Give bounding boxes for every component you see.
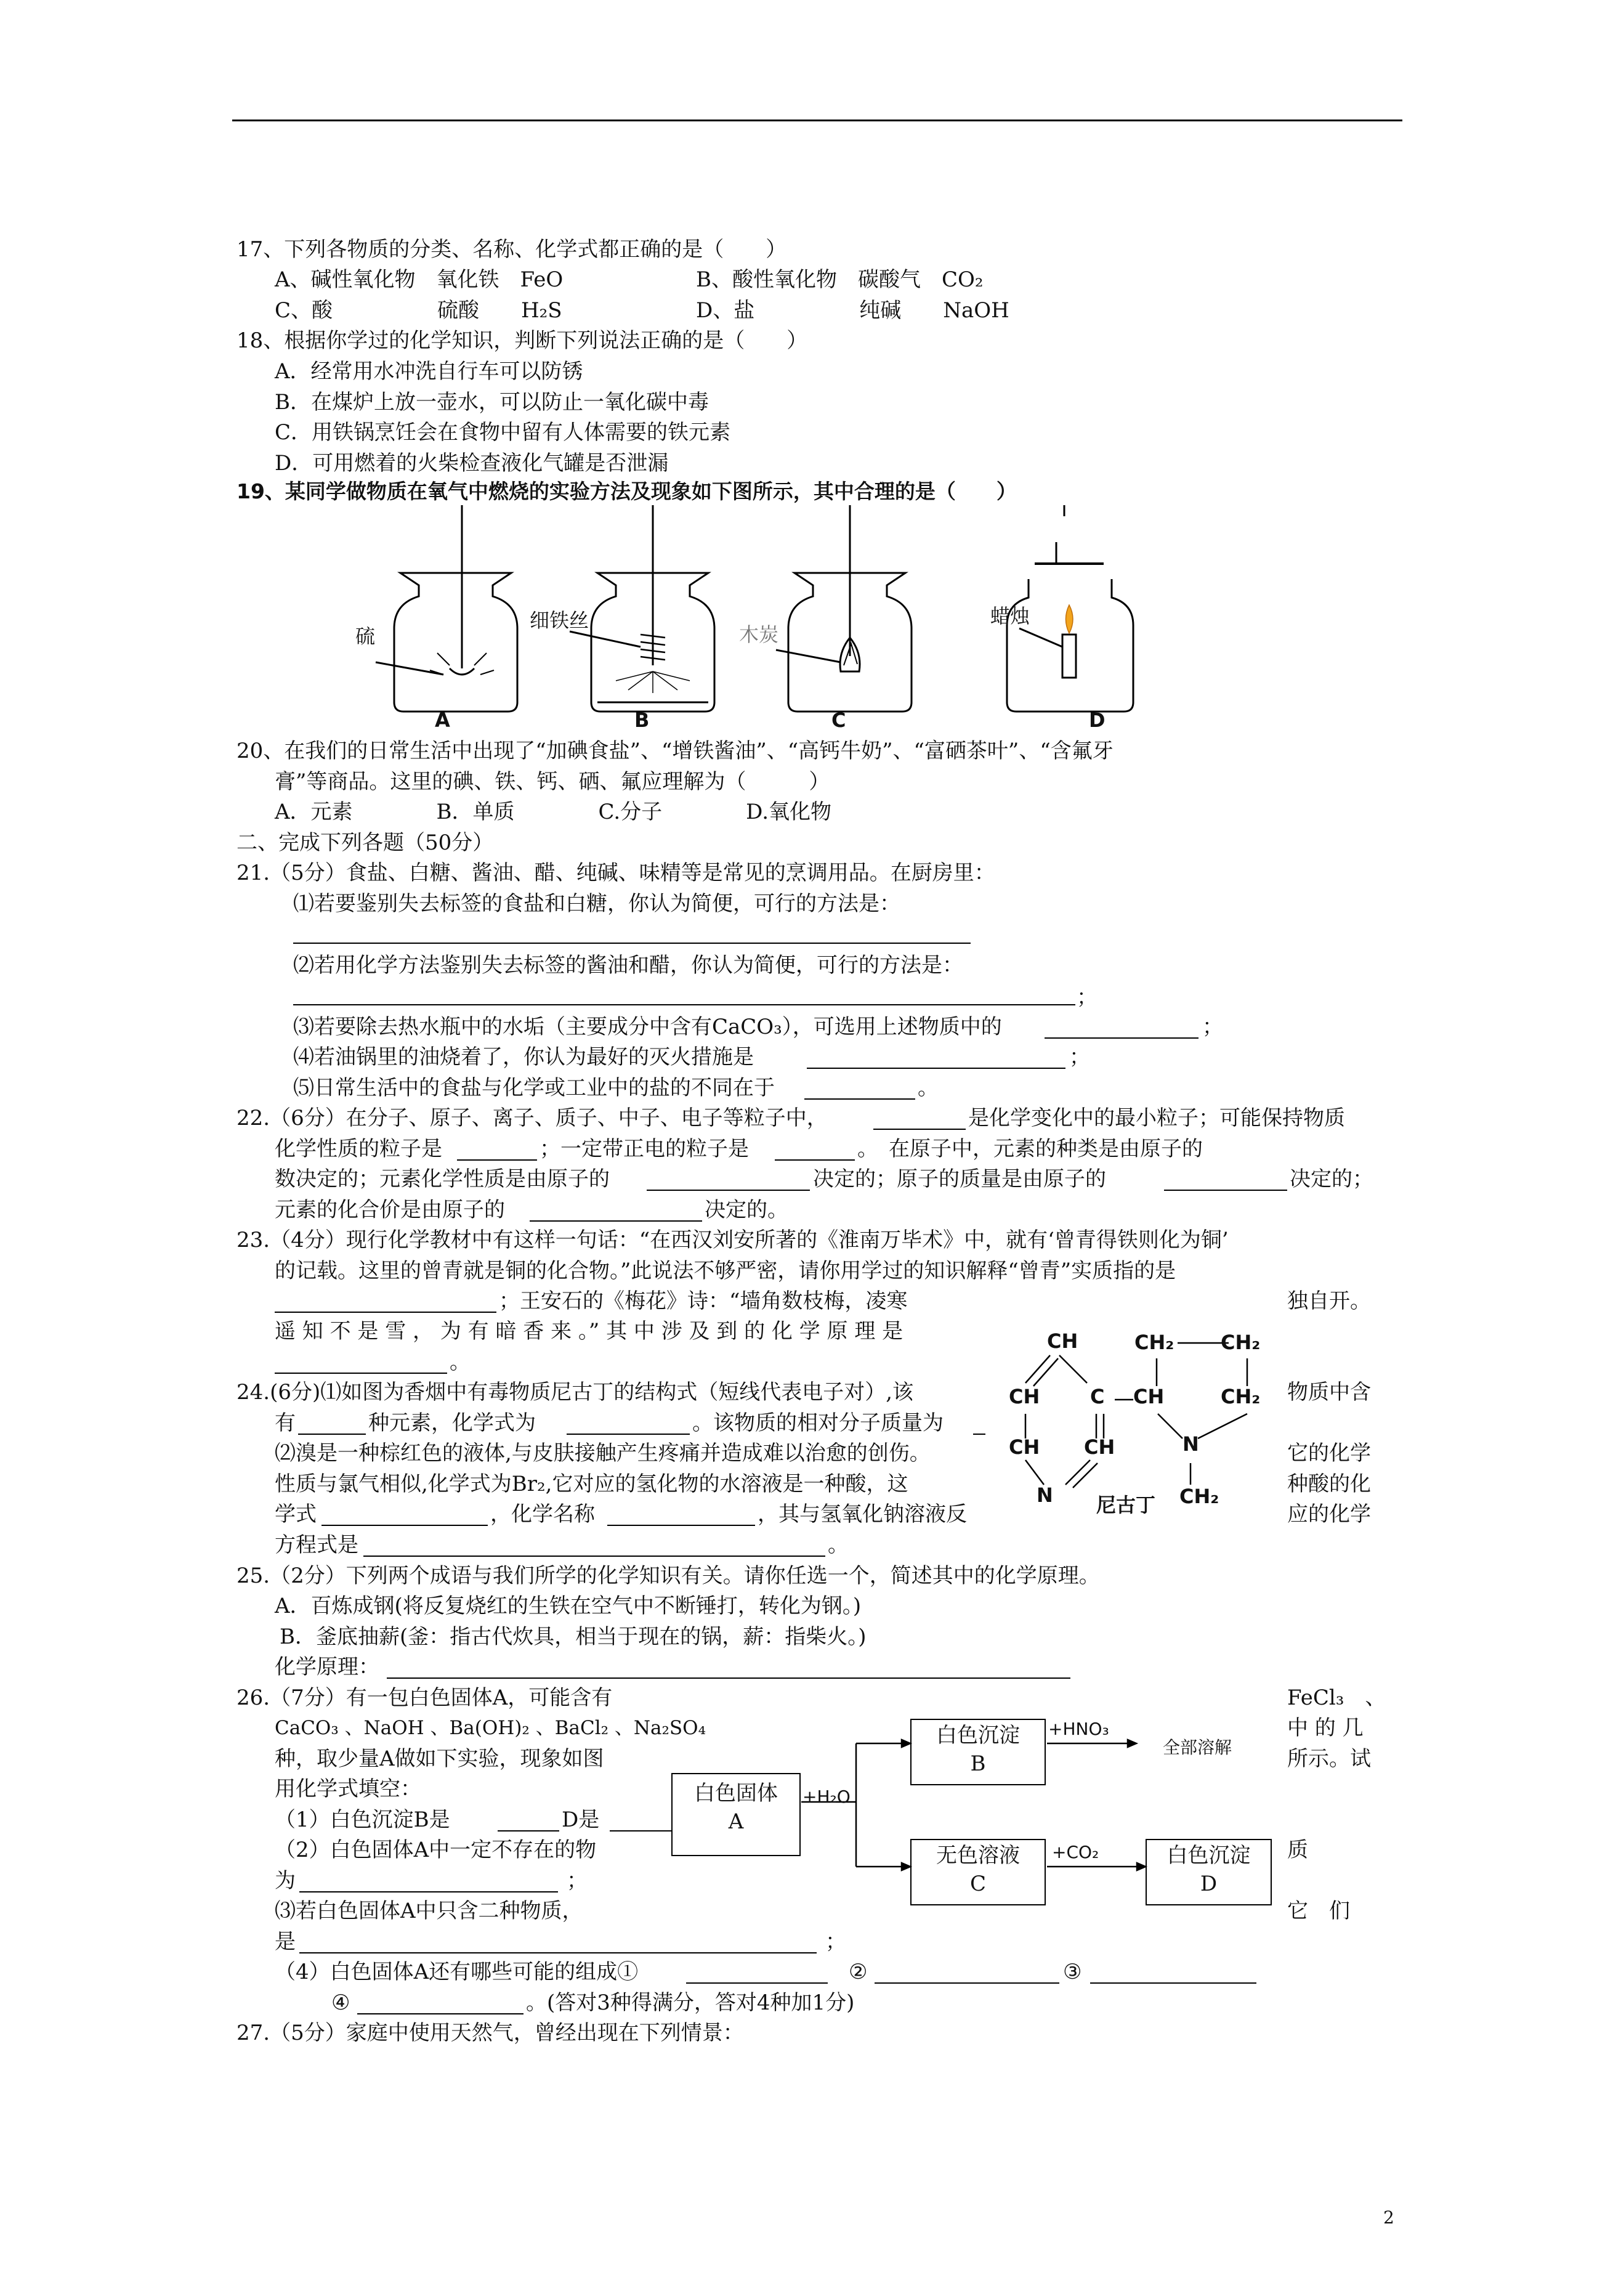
q21-period: 。	[918, 1076, 939, 1100]
q24-blank-acid-name[interactable]	[607, 1525, 755, 1526]
jar-c-charcoal	[776, 505, 912, 712]
q25-option-a: A．百炼成钢(将反复烧红的生铁在空气中不断锤打，转化为钢。)	[275, 1594, 862, 1618]
q26-line2a: CaCO₃ 、NaOH 、Ba(OH)₂ 、BaCl₂ 、Na₂SO₄	[275, 1717, 706, 1739]
q21-stem: 21.（5分）食盐、白糖、酱油、醋、纯碱、味精等是常见的烹调用品。在厨房里：	[236, 861, 995, 885]
mol-ch-left: CH	[1009, 1385, 1040, 1408]
q22-line3c: 决定的；	[1290, 1167, 1373, 1191]
mol-n-pyridine: N	[1037, 1483, 1053, 1507]
q22-line2c: 。 在原子中，元素的种类是由原子的	[857, 1137, 1203, 1161]
jar-letter-d: D	[1089, 708, 1106, 732]
jar-a-sulfur	[376, 505, 517, 712]
jar-letter-a: A	[435, 708, 450, 732]
q26-q1a: （1）白色沉淀B是	[275, 1807, 450, 1832]
mol-ch2-a: CH₂	[1134, 1331, 1174, 1354]
label-candle: 蜡烛	[990, 604, 1030, 628]
q20-options: A．元素 B．单质 C.分子 D.氧化物	[275, 800, 832, 824]
q23-line3a: ；王安石的《梅花》诗：“墙角数枝梅，凌寒	[499, 1289, 908, 1313]
jar-letter-c: C	[831, 708, 846, 732]
q21-semicolon-4: ；	[1069, 1045, 1090, 1069]
q24-blank-equation[interactable]	[363, 1556, 825, 1557]
q24-line3a: ⑵溴是一种棕红色的液体,与皮肤接触产生疼痛并造成难以治愈的创伤。	[275, 1441, 931, 1466]
box-white-precipitate-b: 白色沉淀 B	[910, 1719, 1046, 1785]
q25-stem: 25.（2分）下列两个成语与我们所学的化学知识有关。请你任选一个，简述其中的化学原理。	[236, 1564, 1100, 1588]
q24-line3b: 它的化学	[1287, 1441, 1371, 1466]
q23-line5: 。	[450, 1350, 471, 1374]
q18-option-b: B．在煤炉上放一壶水，可以防止一氧化碳中毒	[275, 390, 709, 415]
mol-ch-bottom: CH	[1084, 1435, 1115, 1459]
q20-line1: 20、在我们的日常生活中出现了“加碘食盐”、“增铁酱油”、“高钙牛奶”、“富硒茶叶”、“含氟牙	[236, 739, 1114, 763]
q21-part5: ⑸日常生活中的食盐与化学或工业中的盐的不同在于	[293, 1076, 775, 1100]
q26-q3d: ；	[825, 1929, 846, 1954]
q21-answer-line-5[interactable]	[804, 1098, 915, 1100]
jar-letter-b: B	[634, 708, 650, 732]
q23-line4: 遥 知 不 是 雪 ， 为 有 暗 香 来 。” 其 中 涉 及 到 的 化 学 原 理 是	[275, 1319, 903, 1344]
q22-blank-6[interactable]	[530, 1220, 702, 1222]
q24-line2a: 有	[275, 1411, 296, 1435]
q25-answer-line[interactable]	[387, 1677, 1070, 1679]
q21-semicolon: ；	[1077, 985, 1098, 1010]
q24-line5d: 应的化学	[1287, 1502, 1371, 1527]
q24-line5b: ，化学名称	[490, 1502, 595, 1527]
q26-blank-comp-4[interactable]	[357, 2013, 523, 2014]
q21-answer-line-3[interactable]	[1045, 1037, 1199, 1039]
q24-line2c: 。该物质的相对分子质量为	[692, 1411, 944, 1435]
q23-blank-2[interactable]	[275, 1373, 447, 1374]
q27-stem: 27.（5分）家庭中使用天然气，曾经出现在下列情景：	[236, 2021, 744, 2045]
q26-q3c: 是	[275, 1929, 296, 1954]
q26-line2b: 中 的 几	[1287, 1716, 1364, 1740]
label-charcoal: 木炭	[739, 623, 779, 646]
label-plus-h2o: +H₂O	[802, 1787, 851, 1807]
q26-line4a: 用化学式填空：	[275, 1777, 421, 1801]
q17-option-a: A、碱性氧化物 氧化铁 FeO	[275, 267, 564, 292]
q18-stem: 18、根据你学过的化学知识，判断下列说法正确的是（ ）	[236, 328, 808, 353]
q21-answer-line-4[interactable]	[807, 1068, 1065, 1069]
label-plus-hno3: +HNO₃	[1048, 1719, 1109, 1739]
q17-option-b: B、酸性氧化物 碳酸气 CO₂	[696, 267, 984, 292]
q24-blank-elements[interactable]	[298, 1434, 366, 1435]
q26-blank-comp-1[interactable]	[686, 1982, 828, 1984]
jar-b-iron-wire	[570, 505, 714, 712]
q18-option-a: A．经常用水冲洗自行车可以防锈	[275, 359, 583, 384]
label-plus-co2: +CO₂	[1052, 1842, 1099, 1862]
mol-n-pyrrolidine: N	[1182, 1432, 1199, 1456]
q22-blank-5[interactable]	[1164, 1190, 1287, 1191]
q22-line4a: 元素的化合价是由原子的	[275, 1198, 505, 1222]
q26-q4d: ④	[331, 1990, 350, 2015]
q19-stem: 19、某同学做物质在氧气中燃烧的实验方法及现象如下图所示，其中合理的是（ ）	[236, 479, 1017, 503]
q17-stem: 17、下列各物质的分类、名称、化学式都正确的是（ ）	[236, 237, 787, 262]
q17-option-d: D、盐 纯碱 NaOH	[696, 298, 1009, 323]
q18-option-d: D．可用燃着的火柴检查液化气罐是否泄漏	[275, 451, 669, 476]
header-rule	[232, 120, 1402, 121]
q24-line5c: ，其与氢氧化钠溶液反	[758, 1502, 967, 1527]
section-2-heading: 二、完成下列各题（50分）	[236, 830, 494, 855]
q22-line3a: 数决定的；元素化学性质是由原子的	[275, 1167, 610, 1191]
mol-c: C	[1090, 1385, 1105, 1408]
q24-line1a: 24.(6分)⑴如图为香烟中有毒物质尼古丁的结构式（短线代表电子对）,该	[236, 1380, 914, 1405]
box-colorless-solution-c: 无色溶液 C	[910, 1839, 1046, 1905]
q23-line1: 23.（4分）现行化学教材中有这样一句话：“在西汉刘安所著的《淮南万毕术》中，就有‘曾青得铁则化为铜’	[236, 1228, 1229, 1252]
q25-option-b: B．釜底抽薪(釜：指古代炊具，相当于现在的锅，薪：指柴火。)	[280, 1625, 867, 1649]
q22-blank-4[interactable]	[647, 1190, 810, 1191]
q24-blank-acid-formula[interactable]	[321, 1525, 488, 1526]
q26-blank-d[interactable]	[610, 1830, 671, 1832]
q21-part2: ⑵若用化学方法鉴别失去标签的酱油和醋，你认为简便，可行的方法是：	[293, 953, 963, 978]
mol-ch-bottom-left: CH	[1009, 1435, 1040, 1459]
q26-q1b: D是	[562, 1807, 600, 1832]
label-sulfur: 硫	[355, 625, 376, 648]
q22-line4b: 决定的。	[705, 1198, 788, 1222]
mol-ch-ring: CH	[1133, 1385, 1165, 1408]
mol-ch3: CH₂	[1179, 1485, 1219, 1508]
q26-line1b: FeCl₃ 、	[1287, 1685, 1386, 1710]
q26-blank-comp-2[interactable]	[875, 1982, 1059, 1984]
label-iron-wire: 细铁丝	[530, 609, 589, 632]
q21-part3: ⑶若要除去热水瓶中的水垢（主要成分中含有CaCO₃），可选用上述物质中的	[293, 1015, 1002, 1039]
q26-blank-comp-3[interactable]	[1090, 1982, 1256, 1984]
mol-ch2-c: CH₂	[1221, 1385, 1261, 1408]
q20-line2: 膏”等商品。这里的碘、铁、钙、硒、氟应理解为（ ）	[275, 769, 830, 794]
q23-blank-1[interactable]	[275, 1312, 496, 1313]
q24-line6a: 方程式是	[275, 1533, 358, 1557]
q26-q3b: 它 们	[1287, 1899, 1350, 1923]
mol-ch-top: CH	[1047, 1329, 1078, 1353]
page-number: 2	[1383, 2207, 1394, 2228]
q22-line1a: 22.（6分）在分子、原子、离子、质子、中子、电子等粒子中，	[236, 1106, 828, 1130]
q26-q2b: 质	[1287, 1838, 1308, 1862]
q24-blank-formula[interactable]	[567, 1434, 690, 1435]
q21-part4: ⑷若油锅里的油烧着了，你认为最好的灭火措施是	[293, 1045, 754, 1069]
label-all-dissolved: 全部溶解	[1163, 1737, 1232, 1758]
q22-line2a: 化学性质的粒子是	[275, 1137, 442, 1161]
q21-part1: ⑴若要鉴别失去标签的食盐和白糖，你认为简便，可行的方法是：	[293, 891, 900, 916]
q26-q2c: 为	[275, 1868, 296, 1893]
q21-semicolon-3: ；	[1202, 1015, 1223, 1039]
q22-line3b: 决定的；原子的质量是由原子的	[813, 1167, 1106, 1191]
q26-q4e: 。(答对3种得满分，答对4种加1分)	[526, 1990, 855, 2015]
box-white-solid-a: 白色固体 A	[671, 1773, 801, 1856]
q26-blank-absent[interactable]	[299, 1891, 558, 1892]
q22-blank-3[interactable]	[775, 1159, 855, 1161]
q26-q4b: ②	[849, 1960, 868, 1984]
q26-q3: ⑶若白色固体A中只含二种物质，	[275, 1899, 583, 1923]
q17-option-c: C、酸 硫酸 H₂S	[275, 298, 562, 323]
q24-line6b: 。	[828, 1533, 849, 1557]
q24-line1b: 物质中含	[1287, 1380, 1371, 1405]
box-white-precipitate-d: 白色沉淀 D	[1146, 1839, 1272, 1905]
q23-line2: 的记载。这里的曾青就是铜的化合物。”此说法不够严密，请你用学过的知识解释“曾青”实质指的是	[275, 1259, 1176, 1283]
q26-q4: （4）白色固体A还有哪些可能的组成①	[275, 1960, 639, 1984]
q24-line5a: 学式	[275, 1502, 317, 1527]
mol-ch2-b: CH₂	[1221, 1331, 1261, 1354]
q21-answer-line-2[interactable]	[293, 1004, 1075, 1005]
q25-principle-label: 化学原理：	[275, 1655, 379, 1679]
q26-line3b: 所示。试	[1287, 1746, 1371, 1771]
q24-line4a: 性质与氯气相似,化学式为Br₂,它对应的氢化物的水溶液是一种酸，这	[275, 1472, 908, 1496]
mol-name: 尼古丁	[1096, 1493, 1156, 1517]
q26-q2: （2）白色固体A中一定不存在的物	[275, 1838, 597, 1862]
q22-line1b: 是化学变化中的最小粒子；可能保持物质	[968, 1106, 1345, 1130]
q26-blank-b[interactable]	[498, 1830, 559, 1832]
q26-q2d: ；	[567, 1868, 588, 1893]
q26-line3a: 种，取少量A做如下实验，现象如图	[275, 1746, 604, 1771]
q18-option-c: C．用铁锅烹饪会在食物中留有人体需要的铁元素	[275, 420, 731, 445]
q26-q4c: ③	[1063, 1960, 1082, 1984]
q24-line2d: 。	[1123, 1411, 1144, 1435]
q22-line2b: ；一定带正电的粒子是	[540, 1137, 749, 1161]
q26-line1a: 26.（7分）有一包白色固体A，可能含有	[236, 1685, 613, 1710]
q24-line2b: 种元素，化学式为	[368, 1411, 536, 1435]
q26-blank-two-substances[interactable]	[299, 1952, 817, 1953]
q21-answer-line-1[interactable]	[293, 943, 971, 944]
q24-line4b: 种酸的化	[1287, 1472, 1371, 1496]
q23-line3b: 独自开。	[1287, 1289, 1371, 1313]
q22-blank-1[interactable]	[873, 1129, 966, 1130]
q22-blank-2[interactable]	[457, 1159, 537, 1161]
